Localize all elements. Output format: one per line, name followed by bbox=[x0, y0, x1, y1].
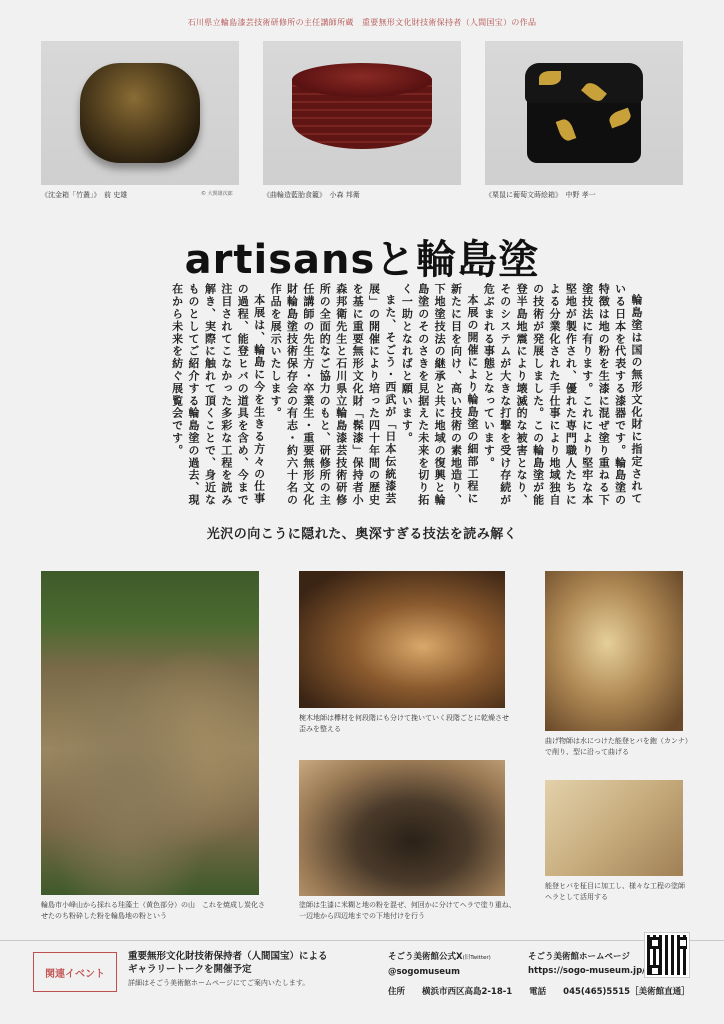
lacquer-layering-photo bbox=[299, 760, 505, 896]
process-caption-1: 輪島市小峰山から採れる珪藻土（黄色部分）の山 これを焼成し炭化させたのち粉砕した粉を輪島地の粉という bbox=[41, 901, 265, 920]
social-account bbox=[388, 950, 491, 979]
header-caption: 石川県立輪島漆芸技術研修所の主任講師所蔵 重要無形文化財技術保持者（人間国宝）の作品 bbox=[187, 18, 537, 27]
intro-paragraph: 本展の開催により輪島塗の細部工程に新たに目を向け、高い技術の素地造り、下地塗技法の継承と共に地域の復興と輪島塗のそのさきを見据えた未来を切り拓く一助となればと願います。 bbox=[400, 283, 479, 507]
page-title: artisansと輪島塗 bbox=[184, 237, 540, 283]
work-photo-magewa-box bbox=[263, 41, 461, 185]
event-line-2: ギャラリートークを開催予定 bbox=[128, 964, 252, 975]
subheading: 光沢の向こうに隠れた、奥深すぎる技法を読み解く bbox=[206, 527, 518, 542]
homepage-info bbox=[528, 950, 645, 978]
bending-wood-photo bbox=[545, 571, 683, 731]
social-subtitle: (旧Twitter) bbox=[462, 955, 491, 961]
work-photo-chinkin-box bbox=[41, 41, 239, 185]
intro-text bbox=[82, 283, 644, 507]
phone-value: 045(465)5515［美術館直通］ bbox=[563, 987, 690, 997]
event-description bbox=[128, 950, 328, 976]
work-caption-2: 《曲輪造藍胎食籠》 小森 邦衛 bbox=[263, 191, 360, 199]
address-label: 住所 bbox=[388, 987, 406, 997]
event-badge: 関連イベント bbox=[33, 952, 117, 992]
event-line-1: 重要無形文化財技術保持者（人間国宝）による bbox=[128, 951, 328, 962]
homepage-title: そごう美術館ホームページ bbox=[528, 952, 630, 962]
diatomite-mountain-photo bbox=[41, 571, 259, 895]
work-caption-1: 《沈金箱「竹叢」》 前 史雄 bbox=[41, 191, 128, 199]
homepage-url[interactable]: https://sogo-museum.jp/ bbox=[528, 966, 646, 976]
intro-paragraph: また、そごう・西武が「日本伝統漆芸展」の開催により培った四十年間の歴史を基に重要無形文化財「髹漆」保持者小森邦衛先生と石川県立輪島漆芸技術研修所の全面的なご協力のもと、研修所の主任講師の先生方・卒業生・重要無形文化財輪島塗技術保存会の有志・約六十名の作品を展示いたします。 bbox=[269, 283, 397, 507]
work-caption-3: 《栗鼠に葡萄文蒔絵箱》 中野 孝一 bbox=[485, 191, 596, 199]
footer-divider bbox=[0, 940, 724, 941]
process-caption-3: 曲げ物師は水につけた能登ヒバを鉋（カンナ）で削り、型に沿って曲げる bbox=[545, 737, 689, 756]
spatula-tool-photo bbox=[545, 780, 683, 876]
address-line bbox=[388, 985, 690, 997]
address-value: 横浜市西区高島2-18-1 bbox=[421, 987, 513, 997]
intro-paragraph: 本展は、輪島に今を生きる方々の仕事の過程、能登ヒバの道具を含め、今まで注目されてこなかった多彩な工程を読み解き、実際に触れて頂くことで、身近なものとしてご紹介する輪島塗の過去、現在から未来を紡ぐ展覧会です。 bbox=[170, 283, 266, 507]
photo-credit: © 大関雄次郎 bbox=[201, 191, 233, 197]
wood-turning-photo bbox=[299, 571, 505, 708]
social-title: そごう美術館公式X bbox=[388, 952, 463, 962]
phone-label: 電話 bbox=[529, 987, 547, 997]
qr-code-icon[interactable] bbox=[645, 933, 689, 977]
social-handle[interactable]: @sogomuseum bbox=[388, 967, 460, 977]
lacquer-box-image bbox=[80, 63, 200, 163]
process-caption-4: 塗師は生漆に米糊と地の粉を混ぜ、何回かに分けてヘラで塗り重ね、一辺地から四辺地までの下地付けを行う bbox=[299, 901, 516, 920]
round-lacquer-box-image bbox=[292, 63, 432, 163]
event-note: 詳細はそごう美術館ホームページにてご案内いたします。 bbox=[128, 979, 310, 987]
intro-paragraph: 輪島塗は国の無形文化財に指定されている日本を代表する漆器です。輪島塗の特徴は地の粉を生漆に混ぜ塗り重ねる下塗技法に有ります。これにより堅牢な本堅地が製作され、優れた専門職人たちによる分業化された手仕事により地域独自の技術が発展しました。この輪島塗が能登半島地震により壊滅的な被害となり、そのシステムが大きな打撃を受け存続が危ぶまれる事態となっています。 bbox=[482, 283, 643, 507]
work-photo-maki-e-box bbox=[485, 41, 683, 185]
process-caption-5: 能登ヒバを柾目に加工し、様々な工程の塗師ヘラとして活用する bbox=[545, 882, 685, 901]
process-caption-2: 椀木地師は欅材を何段階にも分けて挽いていく段階ごとに乾燥させ歪みを整える bbox=[299, 714, 509, 733]
black-maki-e-box-image bbox=[525, 63, 643, 163]
